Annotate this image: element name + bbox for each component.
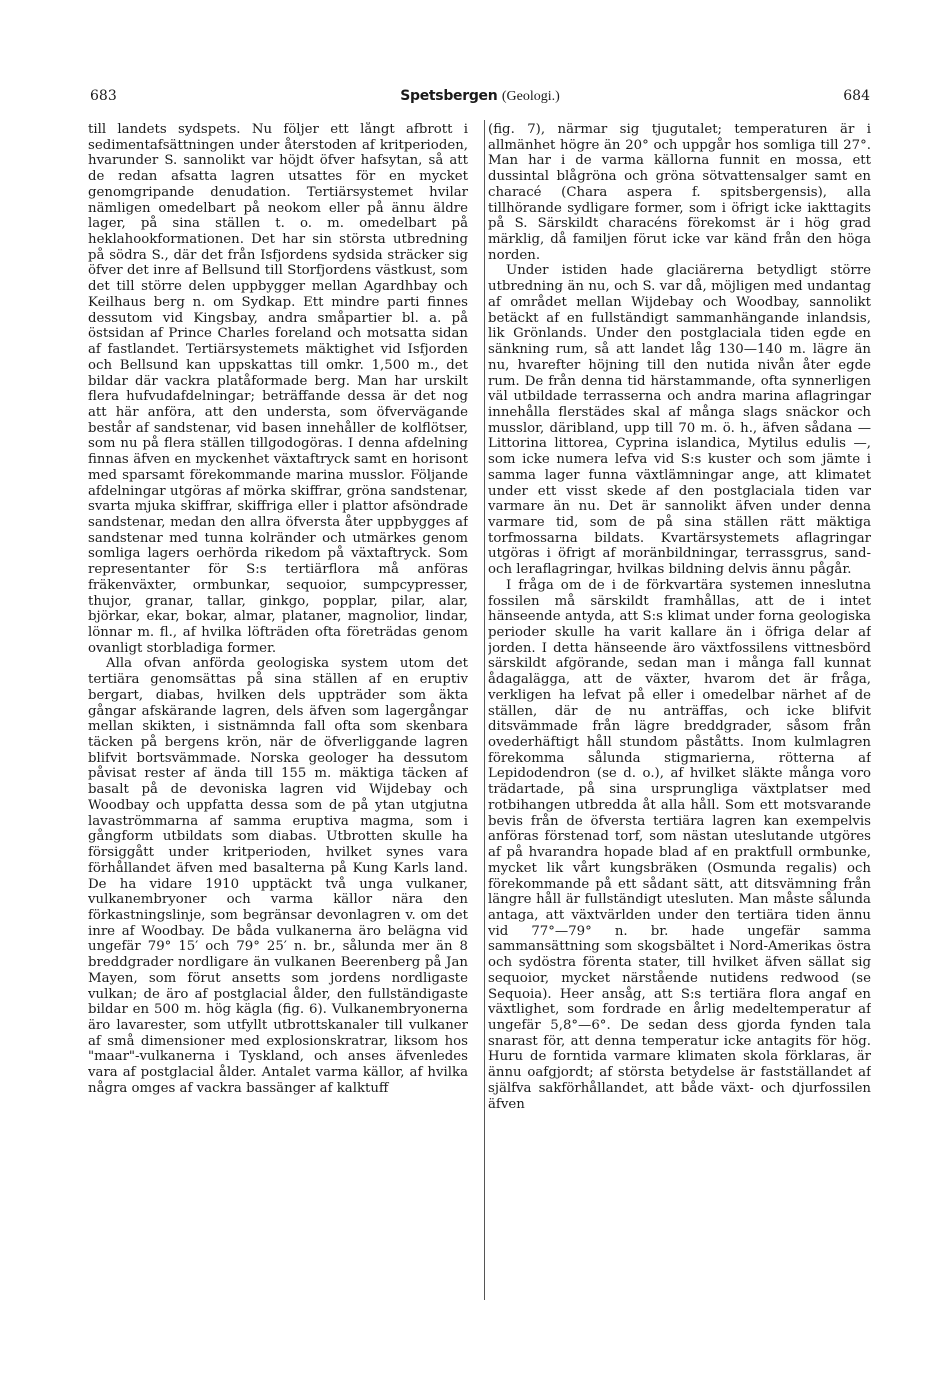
- paragraph: Under istiden hade glaciärerna betydligt större utbredning än nu, och S. var då, möjligen med undantag af området mellan Wijdebay och Woodbay, sannolikt betäckt af en fullständigt sammanhängande inlandsis, lik Grönlands. Under den postglaciala tiden egde en sänkning rum, så att landet låg 130—140 m. lägre än nu, hvarefter höjning till den nutida nivån åter egde rum. De från denna tid härstammande, ofta synnerligen väl utbildade terrasserna och andra marina aflagringar innehålla flerstädes skal af många slags snäckor och musslor, däribland, upp till 70 m. ö. h., äfven sådana — Littorina littorea, Cyprina islandica, Mytilus edulis —, som icke numera lefva vid S:s kuster och som jämte i samma lager funna växtlämningar ange, att klimatet under ett visst skede af den postglaciala tiden var varmare än nu. Det är sannolikt äfven under denna varmare tid, som de på sina ställen rätt mäktiga torfmossarna bildats. Kvartärsystemets aflagringar utgöras i öfrigt af moränbildningar, terrassgrus, sand- och leraflagringar, hvilkas bildning delvis ännu pågår.: [488, 263, 871, 578]
- running-head-subtitle: (Geologi.): [501, 89, 560, 104]
- page-number-left: 683: [90, 88, 117, 104]
- running-head: [90, 88, 870, 105]
- paragraph: Alla ofvan anförda geologiska system utom det tertiära genomsättas på sina ställen af en eruptiv bergart, diabas, hvilken dels uppträder som äkta gångar afskärande lagren, dels äfven som lagergångar mellan skikten, i sistnämnda fall ofta som skenbara täcken på bergens krön, när de öfverliggande lagren blifvit bortsvämmade. Norska geologer ha dessutom påvisat rester af ända till 155 m. mäktiga täcken af basalt på de devoniska lagren vid Wijdebay och Woodbay och uppfatta dessa som de på ytan utgjutna lavaströmmarna af samma eruptiva magma, som i gångform utbildats som diabas. Utbrotten skulle ha försiggått under kritperioden, hvilket synes vara förhållandet äfven med basalterna på Kung Karls land. De ha vidare 1910 upptäckt två unga vulkaner, vulkanembryoner och varma källor nära den förkastningslinje, som begränsar devonlagren v. om det inre af Woodbay. De båda vulkanerna äro belägna vid ungefär 79° 15′ och 79° 25′ n. br., sålunda mer än 8 breddgrader nordligare än vulkanen Beerenberg på Jan Mayen, som förut ansetts som jordens nordligaste vulkan; de äro af postglacial ålder, den fullständigaste bildar en 500 m. hög kägla (fig. 6). Vulkanembryonerna äro lavarester, som utfyllt utbrottskanaler till vulkaner af små dimensioner med explosionskratrar, liksom hos "maar"-vulkanerna i Tyskland, och anses äfvenledes vara af postglacial ålder. Antalet varma källor, af hvilka några omges af vackra bassänger af kalktuff: [88, 656, 468, 1096]
- left-column: [88, 122, 468, 1302]
- page-number-right: 684: [843, 88, 870, 104]
- column-divider: [484, 120, 485, 1300]
- paragraph: (fig. 7), närmar sig tjugutalet; temperaturen är i allmänhet högre än 20° och uppgår hos somliga till 27°. Man har i de varma källorna funnit en mossa, ett dussintal blågröna och gröna sötvattensalger samt en characé (Chara aspera f. spitsbergensis), alla tillhörande sydligare former, som i öfrigt icke iakttagits på S. Särskildt characéns förekomst är i hög grad märklig, då familjen förut icke var känd från den höga norden.: [488, 122, 871, 263]
- page-header: [90, 88, 870, 110]
- paragraph: till landets sydspets. Nu följer ett långt afbrott i sedimentafsättningen under återstoden af kritperioden, hvarunder S. sannolikt var höjdt öfver hafsytan, så att de redan afsatta lagren utsattes för en mycket genomgripande denudation. Tertiärsystemet hvilar nämligen omedelbart på neokom eller på ännu äldre lager, på sina ställen t. o. m. omedelbart på heklahookformationen. Det har sin största utbredning på södra S., där det från Isfjordens sydsida sträcker sig öfver det inre af Bellsund till Storfjordens västkust, som det till större delen uppbygger mellan Agardhbay och Keilhaus berg n. om Sydkap. Ett mindre parti finnes dessutom vid Kingsbay, andra småpartier bl. a. på östsidan af Prince Charles foreland och motsatta sidan af fastlandet. Tertiärsystemets mäktighet vid Isfjorden och Bellsund kan uppskattas till omkr. 1,500 m., det bildar där vackra platåformade berg. Man har urskilt flera hufvudafdelningar; beträffande dessa är det nog att här anföra, att den understa, som öfvervägande består af sandstenar, vid basen innehåller de kolflötser, som nu på flera ställen tillgodogöras. I denna afdelning finnas äfven en myckenhet växtaftryck samt en horisont med sparsamt förekommande marina musslor. Följande afdelningar utgöras af mörka skiffrar, gröna sandstenar, svarta mjuka skiffrar, skiffriga eller i plattor afsöndrade sandstenar, medan den allra öfversta åter uppbygges af sandstenar med tunna kolränder och utmärkes genom somliga lagers oerhörda rikedom på växtaftryck. Som representanter för S:s tertiärflora må anföras fräkenväxter, ormbunkar, sequoior, sumpcypresser, thujor, granar, tallar, ginkgo, popplar, pilar, alar, björkar, ekar, bokar, almar, plataner, magnolior, lindar, lönnar m. fl., af hvilka löfträden ofta företrädas genom ovanligt storbladiga former.: [88, 122, 468, 656]
- running-head-title: Spetsbergen: [400, 88, 498, 104]
- right-column: [488, 122, 871, 1302]
- paragraph: I fråga om de i de förkvartära systemen inneslutna fossilen må särskildt framhållas, att de i intet hänseende antyda, att S:s klimat under forna geologiska perioder skulle ha varit kallare än i öfriga delar af jorden. I detta hänseende äro växtfossilens vittnesbörd särskildt afgörande, sedan man i många fall kunnat ådagalägga, att de växter, hvarom det är fråga, verkligen ha lefvat på eller i omedelbar närhet af de ställen, där de nu anträffas, och icke blifvit ditsvämmade från lägre breddgrader, såsom från ovederhäftigt håll stundom påståtts. Inom kulmlagren förekomma sålunda stigmarierna, rötterna af Lepidodendron (se d. o.), af hvilket släkte många voro trädartade, på sina ursprungliga växtplatser med rotbihangen utbredda åt alla håll. Som ett motsvarande bevis från de öfversta tertiära lagren kan exempelvis anföras förstenad torf, som nästan uteslutande utgöres af på hvarandra hopade blad af en praktfull ormbunke, mycket lik vårt kungsbräken (Osmunda regalis) och förekommande på ett sådant sätt, att ditsvämning från längre håll är fullständigt utesluten. Man måste sålunda antaga, att växtvärlden under den tertiära tiden ännu vid 77°—79° n. br. hade ungefär samma sammansättning som skogsbältet i Nord-Amerikas östra och sydöstra förenta stater, till hvilket äfven sällat sig sequoior, mycket närstående nutidens redwood (se Sequoia). Heer ansåg, att S:s tertiära flora angaf en växtlighet, som fordrade en årlig medeltemperatur af ungefär 5,8°—6°. De sedan dess gjorda fynden tala snarast för, att denna temperatur icke antagits för hög. Huru de forntida varmare klimaten skola förklaras, är ännu oafgjordt; af största betydelse är fastställandet af själfva sakförhållandet, att både växt- och djurfossilen äfven: [488, 577, 871, 1112]
